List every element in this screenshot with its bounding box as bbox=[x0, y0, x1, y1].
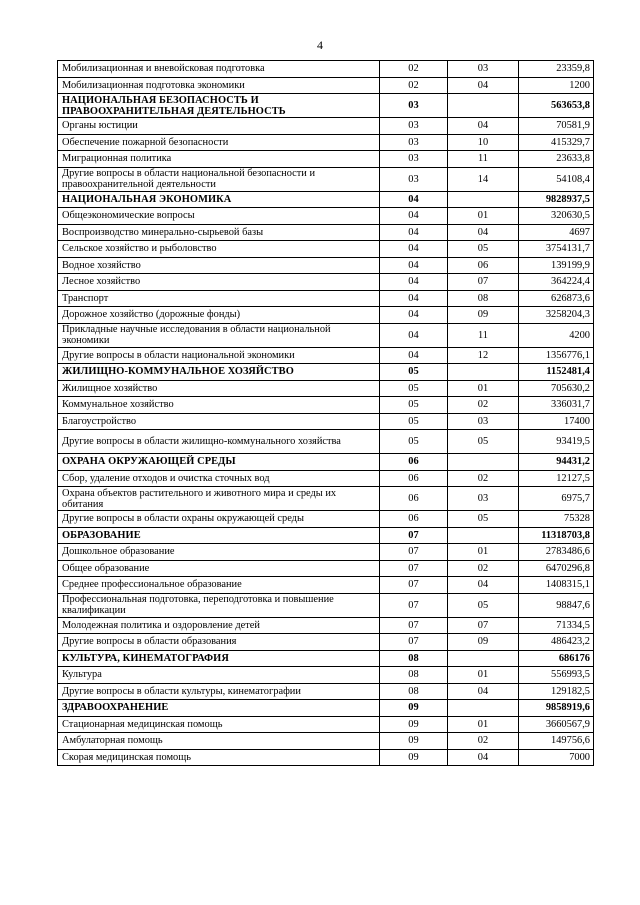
amount-cell: 9828937,5 bbox=[519, 191, 594, 208]
table-row bbox=[58, 683, 594, 700]
amount-cell: 129182,5 bbox=[519, 683, 594, 700]
amount-cell: 2783486,6 bbox=[519, 544, 594, 561]
subsection-code-cell: 01 bbox=[448, 380, 519, 397]
subsection-code-cell: 04 bbox=[448, 77, 519, 94]
row-name-cell: Благоустройство bbox=[58, 413, 380, 430]
subsection-code-cell: 02 bbox=[448, 560, 519, 577]
subsection-code-cell: 05 bbox=[448, 430, 519, 454]
amount-cell: 139199,9 bbox=[519, 257, 594, 274]
table-row bbox=[58, 208, 594, 225]
section-code-cell: 04 bbox=[380, 241, 448, 258]
amount-cell: 11318703,8 bbox=[519, 527, 594, 544]
table-row bbox=[58, 560, 594, 577]
row-name-cell: Обеспечение пожарной безопасности bbox=[58, 134, 380, 151]
subsection-code-cell bbox=[448, 191, 519, 208]
amount-cell: 54108,4 bbox=[519, 167, 594, 191]
amount-cell: 6975,7 bbox=[519, 487, 594, 511]
section-code-cell: 09 bbox=[380, 716, 448, 733]
table-row bbox=[58, 413, 594, 430]
table-row bbox=[58, 716, 594, 733]
row-name-cell: Общеэкономические вопросы bbox=[58, 208, 380, 225]
table-row bbox=[58, 397, 594, 414]
subsection-code-cell: 11 bbox=[448, 323, 519, 347]
table-row bbox=[58, 167, 594, 191]
amount-cell: 364224,4 bbox=[519, 274, 594, 291]
subsection-code-cell: 04 bbox=[448, 683, 519, 700]
row-name-cell: Миграционная политика bbox=[58, 151, 380, 168]
row-name-cell: Коммунальное хозяйство bbox=[58, 397, 380, 414]
section-code-cell: 07 bbox=[380, 544, 448, 561]
row-name-cell: ОХРАНА ОКРУЖАЮЩЕЙ СРЕДЫ bbox=[58, 454, 380, 471]
amount-cell: 70581,9 bbox=[519, 118, 594, 135]
table-row bbox=[58, 733, 594, 750]
subsection-code-cell: 07 bbox=[448, 617, 519, 634]
row-name-cell: Транспорт bbox=[58, 290, 380, 307]
subsection-code-cell: 09 bbox=[448, 307, 519, 324]
section-code-cell: 02 bbox=[380, 77, 448, 94]
row-name-cell: Культура bbox=[58, 667, 380, 684]
table-row bbox=[58, 593, 594, 617]
amount-cell: 4697 bbox=[519, 224, 594, 241]
row-name-cell: Мобилизационная и вневойсковая подготовка bbox=[58, 61, 380, 78]
subsection-code-cell: 04 bbox=[448, 749, 519, 766]
section-code-cell: 09 bbox=[380, 700, 448, 717]
subsection-code-cell bbox=[448, 700, 519, 717]
section-code-cell: 04 bbox=[380, 290, 448, 307]
subsection-code-cell: 12 bbox=[448, 347, 519, 364]
section-code-cell: 08 bbox=[380, 683, 448, 700]
row-name-cell: Профессиональная подготовка, переподготовка и повышение квалификации bbox=[58, 593, 380, 617]
section-row bbox=[58, 700, 594, 717]
section-code-cell: 02 bbox=[380, 61, 448, 78]
row-name-cell: Другие вопросы в области образования bbox=[58, 634, 380, 651]
table-row bbox=[58, 224, 594, 241]
section-code-cell: 07 bbox=[380, 577, 448, 594]
amount-cell: 12127,5 bbox=[519, 470, 594, 487]
table-row bbox=[58, 511, 594, 528]
subsection-code-cell: 01 bbox=[448, 208, 519, 225]
amount-cell: 23633,8 bbox=[519, 151, 594, 168]
table-row bbox=[58, 323, 594, 347]
section-code-cell: 07 bbox=[380, 634, 448, 651]
subsection-code-cell: 02 bbox=[448, 397, 519, 414]
section-row bbox=[58, 94, 594, 118]
row-name-cell: Молодежная политика и оздоровление детей bbox=[58, 617, 380, 634]
subsection-code-cell bbox=[448, 527, 519, 544]
row-name-cell: Амбулаторная помощь bbox=[58, 733, 380, 750]
section-code-cell: 04 bbox=[380, 224, 448, 241]
amount-cell: 71334,5 bbox=[519, 617, 594, 634]
table-row bbox=[58, 617, 594, 634]
section-code-cell: 03 bbox=[380, 134, 448, 151]
section-code-cell: 07 bbox=[380, 527, 448, 544]
table-row bbox=[58, 577, 594, 594]
amount-cell: 556993,5 bbox=[519, 667, 594, 684]
table-row bbox=[58, 274, 594, 291]
subsection-code-cell: 09 bbox=[448, 634, 519, 651]
section-code-cell: 06 bbox=[380, 511, 448, 528]
section-code-cell: 03 bbox=[380, 167, 448, 191]
section-code-cell: 05 bbox=[380, 397, 448, 414]
row-name-cell: Мобилизационная подготовка экономики bbox=[58, 77, 380, 94]
row-name-cell: Стационарная медицинская помощь bbox=[58, 716, 380, 733]
table-row bbox=[58, 380, 594, 397]
subsection-code-cell: 01 bbox=[448, 544, 519, 561]
section-code-cell: 06 bbox=[380, 487, 448, 511]
amount-cell: 686176 bbox=[519, 650, 594, 667]
amount-cell: 563653,8 bbox=[519, 94, 594, 118]
subsection-code-cell: 05 bbox=[448, 511, 519, 528]
section-row bbox=[58, 454, 594, 471]
subsection-code-cell: 02 bbox=[448, 470, 519, 487]
table-row bbox=[58, 347, 594, 364]
subsection-code-cell bbox=[448, 364, 519, 381]
row-name-cell: ЖИЛИЩНО-КОММУНАЛЬНОЕ ХОЗЯЙСТВО bbox=[58, 364, 380, 381]
row-name-cell: Другие вопросы в области национальной экономики bbox=[58, 347, 380, 364]
table-row bbox=[58, 749, 594, 766]
subsection-code-cell: 04 bbox=[448, 577, 519, 594]
subsection-code-cell: 10 bbox=[448, 134, 519, 151]
row-name-cell: Скорая медицинская помощь bbox=[58, 749, 380, 766]
amount-cell: 6470296,8 bbox=[519, 560, 594, 577]
row-name-cell: ОБРАЗОВАНИЕ bbox=[58, 527, 380, 544]
amount-cell: 4200 bbox=[519, 323, 594, 347]
row-name-cell: Жилищное хозяйство bbox=[58, 380, 380, 397]
subsection-code-cell: 03 bbox=[448, 413, 519, 430]
section-row bbox=[58, 364, 594, 381]
subsection-code-cell: 01 bbox=[448, 667, 519, 684]
subsection-code-cell: 05 bbox=[448, 593, 519, 617]
table-row bbox=[58, 544, 594, 561]
table-row bbox=[58, 134, 594, 151]
section-code-cell: 03 bbox=[380, 151, 448, 168]
section-code-cell: 04 bbox=[380, 347, 448, 364]
amount-cell: 3660567,9 bbox=[519, 716, 594, 733]
row-name-cell: КУЛЬТУРА, КИНЕМАТОГРАФИЯ bbox=[58, 650, 380, 667]
section-code-cell: 05 bbox=[380, 430, 448, 454]
amount-cell: 1200 bbox=[519, 77, 594, 94]
subsection-code-cell: 06 bbox=[448, 257, 519, 274]
amount-cell: 93419,5 bbox=[519, 430, 594, 454]
section-code-cell: 08 bbox=[380, 667, 448, 684]
amount-cell: 336031,7 bbox=[519, 397, 594, 414]
subsection-code-cell bbox=[448, 650, 519, 667]
section-code-cell: 07 bbox=[380, 560, 448, 577]
amount-cell: 1408315,1 bbox=[519, 577, 594, 594]
table-row bbox=[58, 307, 594, 324]
subsection-code-cell: 01 bbox=[448, 716, 519, 733]
row-name-cell: Другие вопросы в области охраны окружающей среды bbox=[58, 511, 380, 528]
page-number: 4 bbox=[317, 38, 323, 52]
section-code-cell: 04 bbox=[380, 307, 448, 324]
row-name-cell: Водное хозяйство bbox=[58, 257, 380, 274]
table-row bbox=[58, 487, 594, 511]
row-name-cell: Общее образование bbox=[58, 560, 380, 577]
amount-cell: 23359,8 bbox=[519, 61, 594, 78]
section-code-cell: 08 bbox=[380, 650, 448, 667]
row-name-cell: Сельское хозяйство и рыболовство bbox=[58, 241, 380, 258]
row-name-cell: Органы юстиции bbox=[58, 118, 380, 135]
row-name-cell: Лесное хозяйство bbox=[58, 274, 380, 291]
table-row bbox=[58, 257, 594, 274]
table-row bbox=[58, 470, 594, 487]
section-code-cell: 05 bbox=[380, 364, 448, 381]
row-name-cell: Другие вопросы в области жилищно-коммунального хозяйства bbox=[58, 430, 380, 454]
amount-cell: 94431,2 bbox=[519, 454, 594, 471]
table-row bbox=[58, 77, 594, 94]
section-code-cell: 05 bbox=[380, 380, 448, 397]
section-code-cell: 07 bbox=[380, 617, 448, 634]
amount-cell: 626873,6 bbox=[519, 290, 594, 307]
row-name-cell: Другие вопросы в области культуры, кинематографии bbox=[58, 683, 380, 700]
row-name-cell: Дорожное хозяйство (дорожные фонды) bbox=[58, 307, 380, 324]
section-code-cell: 05 bbox=[380, 413, 448, 430]
amount-cell: 705630,2 bbox=[519, 380, 594, 397]
table-row bbox=[58, 151, 594, 168]
amount-cell: 1356776,1 bbox=[519, 347, 594, 364]
subsection-code-cell: 07 bbox=[448, 274, 519, 291]
amount-cell: 75328 bbox=[519, 511, 594, 528]
row-name-cell: НАЦИОНАЛЬНАЯ БЕЗОПАСНОСТЬ И ПРАВООХРАНИТЕЛЬНАЯ ДЕЯТЕЛЬНОСТЬ bbox=[58, 94, 380, 118]
amount-cell: 415329,7 bbox=[519, 134, 594, 151]
subsection-code-cell: 04 bbox=[448, 118, 519, 135]
subsection-code-cell: 03 bbox=[448, 61, 519, 78]
subsection-code-cell: 08 bbox=[448, 290, 519, 307]
row-name-cell: Дошкольное образование bbox=[58, 544, 380, 561]
subsection-code-cell: 02 bbox=[448, 733, 519, 750]
row-name-cell: Охрана объектов растительного и животного мира и среды их обитания bbox=[58, 487, 380, 511]
section-code-cell: 09 bbox=[380, 749, 448, 766]
section-code-cell: 06 bbox=[380, 454, 448, 471]
row-name-cell: Прикладные научные исследования в области национальной экономики bbox=[58, 323, 380, 347]
table-row bbox=[58, 118, 594, 135]
budget-table bbox=[57, 60, 594, 766]
amount-cell: 3258204,3 bbox=[519, 307, 594, 324]
section-row bbox=[58, 191, 594, 208]
subsection-code-cell bbox=[448, 454, 519, 471]
subsection-code-cell: 04 bbox=[448, 224, 519, 241]
section-row bbox=[58, 527, 594, 544]
amount-cell: 149756,6 bbox=[519, 733, 594, 750]
table-row bbox=[58, 290, 594, 307]
amount-cell: 486423,2 bbox=[519, 634, 594, 651]
row-name-cell: НАЦИОНАЛЬНАЯ ЭКОНОМИКА bbox=[58, 191, 380, 208]
section-code-cell: 04 bbox=[380, 208, 448, 225]
amount-cell: 1152481,4 bbox=[519, 364, 594, 381]
table-row bbox=[58, 634, 594, 651]
section-code-cell: 03 bbox=[380, 118, 448, 135]
subsection-code-cell: 11 bbox=[448, 151, 519, 168]
amount-cell: 17400 bbox=[519, 413, 594, 430]
subsection-code-cell bbox=[448, 94, 519, 118]
table-row bbox=[58, 667, 594, 684]
section-code-cell: 07 bbox=[380, 593, 448, 617]
section-code-cell: 04 bbox=[380, 274, 448, 291]
row-name-cell: ЗДРАВООХРАНЕНИЕ bbox=[58, 700, 380, 717]
subsection-code-cell: 14 bbox=[448, 167, 519, 191]
section-code-cell: 04 bbox=[380, 323, 448, 347]
amount-cell: 3754131,7 bbox=[519, 241, 594, 258]
subsection-code-cell: 05 bbox=[448, 241, 519, 258]
amount-cell: 7000 bbox=[519, 749, 594, 766]
section-row bbox=[58, 650, 594, 667]
section-code-cell: 03 bbox=[380, 94, 448, 118]
table-row bbox=[58, 61, 594, 78]
amount-cell: 98847,6 bbox=[519, 593, 594, 617]
section-code-cell: 04 bbox=[380, 257, 448, 274]
section-code-cell: 06 bbox=[380, 470, 448, 487]
row-name-cell: Другие вопросы в области национальной безопасности и правоохранительной деятельности bbox=[58, 167, 380, 191]
section-code-cell: 04 bbox=[380, 191, 448, 208]
row-name-cell: Среднее профессиональное образование bbox=[58, 577, 380, 594]
amount-cell: 9858919,6 bbox=[519, 700, 594, 717]
section-code-cell: 09 bbox=[380, 733, 448, 750]
amount-cell: 320630,5 bbox=[519, 208, 594, 225]
budget-table-body bbox=[58, 61, 594, 766]
row-name-cell: Сбор, удаление отходов и очистка сточных вод bbox=[58, 470, 380, 487]
subsection-code-cell: 03 bbox=[448, 487, 519, 511]
row-name-cell: Воспроизводство минерально-сырьевой базы bbox=[58, 224, 380, 241]
table-row bbox=[58, 241, 594, 258]
table-row bbox=[58, 430, 594, 454]
